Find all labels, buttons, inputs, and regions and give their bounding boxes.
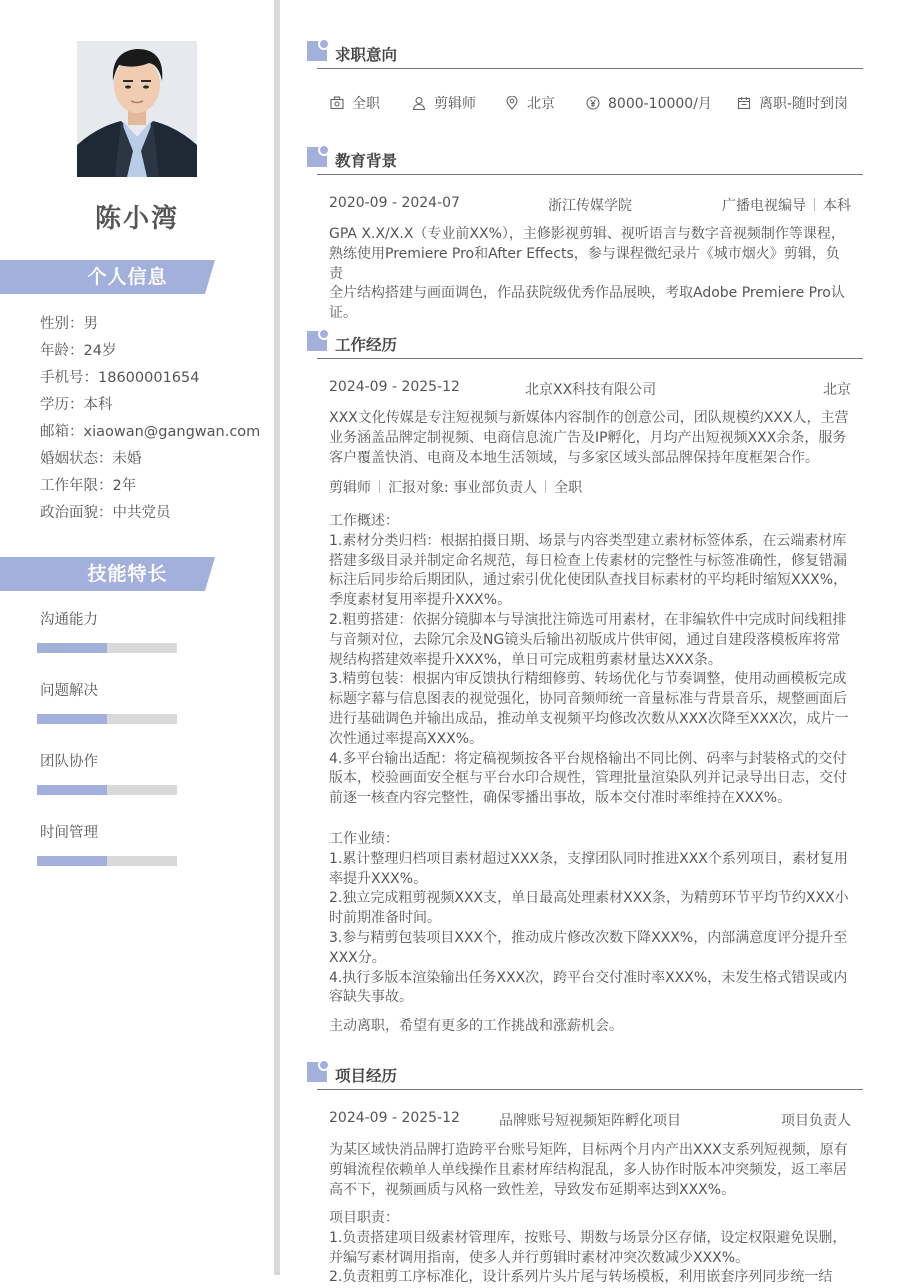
skill-bar-fill bbox=[37, 643, 107, 653]
intent-salary-label: 8000-10000/月 bbox=[608, 96, 712, 112]
separator bbox=[379, 480, 380, 493]
work-company: 北京XX科技有限公司 bbox=[525, 382, 657, 398]
skill-bar-fill bbox=[37, 714, 107, 724]
briefcase-icon bbox=[330, 96, 344, 110]
work-period: 2024-09 - 2025-12 bbox=[329, 379, 460, 395]
person-icon bbox=[412, 96, 426, 110]
section-intent-title: 求职意向 bbox=[335, 46, 398, 64]
info-work-years: 工作年限：2年 bbox=[40, 478, 137, 494]
separator bbox=[814, 198, 815, 211]
section-project-header bbox=[307, 1062, 863, 1092]
skill-name: 问题解决 bbox=[40, 683, 98, 699]
skill-bar bbox=[37, 643, 177, 653]
project-period: 2024-09 - 2025-12 bbox=[329, 1110, 460, 1126]
section-education-title: 教育背景 bbox=[335, 152, 398, 170]
section-intent-header bbox=[307, 41, 863, 71]
section-education-header bbox=[307, 147, 863, 177]
project-duties: 项目职责： 1.负责搭建项目级素材管理库，按账号、期数与场景分区存储，设定权限避免误删， 并编写素材调用指南，使多人并行剪辑时素材冲突次数减少XXX%。 2.负责粗剪工序标准化，设计系列片头片尾与转场模板，利用嵌套序列同步统一结 bbox=[329, 1210, 847, 1286]
info-marital-status: 婚姻状态：未婚 bbox=[40, 451, 142, 467]
personal-info-list bbox=[40, 314, 260, 530]
section-divider bbox=[317, 68, 863, 69]
work-leave-reason: 主动离职，希望有更多的工作挑战和涨薪机会。 bbox=[329, 1018, 623, 1034]
skill-item bbox=[40, 610, 98, 681]
intent-position-label: 剪辑师 bbox=[434, 96, 476, 112]
separator bbox=[545, 480, 546, 493]
education-school: 浙江传媒学院 bbox=[548, 198, 632, 214]
work-duties: 工作概述： 1.素材分类归档：根据拍摄日期、场景与内容类型建立素材标签体系，在云端素材库 搭建多级目录并制定命名规范，每日检查上传素材的完整性与标签准确性，修复错漏 标注后同步给后期团队，通过索引优化使团队查找目标素材的平均耗时缩短XXX%， 季度素材复用率提升XXX%。 2.粗剪搭建：依据分镜脚本与导演批注筛选可用素材，在非编软件中完成时间线粗排 与音频对位，去除冗余及NG镜头后输出初版成片供审阅，通过自建段落模板库将常 规结构搭建效率提升XXX%，单日可完成粗剪素材量达XXX条。 3.精剪包装：根据内审反馈执行精细修剪、转场优化与节奏调整，使用动画模板完成 标题字幕与信息图表的视觉强化，协同音频师统一音量标准与背景音乐，规整画面后 进行基础调色并输出成品，推动单支视频平均修改次数从XXX次降至XXX次，成片一 次性通过率提高XXX%。 4.多平台输出适配：将定稿视频按各平台规格输出不同比例、码率与封装格式的交付 版本，校验画面安全框与平台水印合规性，管理批量渲染队列并记录导出日志，交付 前逐一核查内容完整性，确保零播出事故，版本交付准时率维持在XXX%。 bbox=[329, 513, 849, 807]
section-marker-icon bbox=[307, 147, 327, 167]
skill-bar bbox=[37, 856, 177, 866]
work-company-intro: XXX文化传媒是专注短视频与新媒体内容制作的创意公司，团队规模约XXX人，主营 业务涵盖品牌定制视频、电商信息流广告及IP孵化，月均产出短视频XXX余条，服务 客户覆盖快消、电商及本地生活领域，与多家区域头部品牌保持年度框架合作。 bbox=[329, 410, 849, 466]
info-education: 学历：本科 bbox=[40, 397, 113, 413]
personal-info-banner bbox=[0, 260, 215, 294]
education-major-degree bbox=[722, 195, 851, 215]
personal-info-heading: 个人信息 bbox=[87, 266, 168, 288]
section-project-title: 项目经历 bbox=[335, 1067, 398, 1085]
skills-banner bbox=[0, 557, 215, 591]
info-phone: 手机号：18600001654 bbox=[40, 370, 200, 386]
work-city: 北京 bbox=[823, 382, 851, 398]
yen-coin-icon bbox=[586, 96, 600, 110]
intent-city-label: 北京 bbox=[527, 96, 555, 112]
skills-list bbox=[40, 610, 98, 894]
work-tag-role: 剪辑师 bbox=[329, 480, 371, 496]
intent-item-type bbox=[330, 93, 380, 113]
skills-heading: 技能特长 bbox=[87, 563, 168, 585]
section-marker-icon bbox=[307, 331, 327, 351]
profile-photo bbox=[77, 41, 197, 177]
intent-item-city bbox=[505, 93, 555, 113]
education-major: 广播电视编导 bbox=[722, 198, 806, 214]
section-divider bbox=[317, 174, 863, 175]
work-tag-type: 全职 bbox=[554, 480, 583, 496]
skill-item bbox=[40, 681, 98, 752]
left-sidebar bbox=[0, 0, 274, 1275]
project-background: 为某区域快消品牌打造跨平台账号矩阵，目标两个月内产出XXX支系列短视频，原有 剪辑流程依赖单人单线操作且素材库结构混乱，多人协作时版本冲突频发，返工率居 高不下，视频画质与风格一致性差，导致发布延期率达到XXX%。 bbox=[329, 1142, 848, 1198]
candidate-name: 陈小湾 bbox=[94, 204, 179, 234]
education-degree: 本科 bbox=[823, 198, 851, 214]
skill-bar-fill bbox=[37, 785, 107, 795]
skill-bar bbox=[37, 785, 177, 795]
section-marker-icon bbox=[307, 41, 327, 61]
section-marker-icon bbox=[307, 1062, 327, 1082]
section-divider bbox=[317, 358, 863, 359]
column-divider bbox=[274, 0, 280, 1275]
intent-type-label: 全职 bbox=[352, 96, 380, 112]
info-email: 邮箱：xiaowan@gangwan.com bbox=[40, 424, 261, 440]
info-political-status: 政治面貌：中共党员 bbox=[40, 505, 171, 521]
work-results: 工作业绩： 1.累计整理归档项目素材超过XXX条，支撑团队同时推进XXX个系列项目，素材复用 率提升XXX%。 2.独立完成粗剪视频XXX支，单日最高处理素材XXX条，为精剪环节平均节约XXX小 时前期准备时间。 3.参与精剪包装项目XXX个，推动成片修改次数下降XXX%，内部满意度评分提升至 XXX分。 4.执行多版本渲染输出任务XXX次，跨平台交付准时率XXX%，未发生格式错误或内 容缺失事故。 bbox=[329, 831, 849, 1006]
info-age: 年龄：24岁 bbox=[40, 343, 117, 359]
education-description: GPA X.X/X.X（专业前XX%），主修影视剪辑、视听语言与数字音视频制作等课程， 熟练使用Premiere Pro和After Effects，参与课程微纪录片《城市烟火》剪辑，负责 全片结构搭建与画面调色，作品获院级优秀作品展映，考取Adobe Premiere Pro认 证。 bbox=[329, 226, 845, 322]
skill-name: 团队协作 bbox=[40, 754, 98, 770]
work-tag-report-to: 汇报对象: 事业部负责人 bbox=[388, 480, 538, 496]
skill-item bbox=[40, 823, 98, 894]
work-tags bbox=[329, 477, 582, 497]
skill-name: 时间管理 bbox=[40, 825, 98, 841]
project-role: 项目负责人 bbox=[781, 1113, 851, 1129]
project-name: 品牌账号短视频矩阵孵化项目 bbox=[499, 1113, 681, 1129]
education-period: 2020-09 - 2024-07 bbox=[329, 195, 460, 211]
intent-item-position bbox=[412, 93, 476, 113]
section-divider bbox=[317, 1089, 863, 1090]
project-meta-row bbox=[329, 1110, 851, 1130]
calendar-icon bbox=[737, 96, 751, 110]
info-gender: 性别：男 bbox=[40, 316, 98, 332]
location-pin-icon bbox=[505, 96, 519, 110]
work-meta-row bbox=[329, 379, 851, 399]
skill-item bbox=[40, 752, 98, 823]
intent-availability-label: 离职-随时到岗 bbox=[759, 96, 849, 112]
skill-bar bbox=[37, 714, 177, 724]
intent-item-salary bbox=[586, 93, 712, 113]
section-work-header bbox=[307, 331, 863, 361]
intent-item-availability bbox=[737, 93, 848, 113]
section-work-title: 工作经历 bbox=[335, 336, 398, 354]
skill-name: 沟通能力 bbox=[40, 612, 98, 628]
skill-bar-fill bbox=[37, 856, 107, 866]
education-meta-row bbox=[329, 195, 851, 215]
